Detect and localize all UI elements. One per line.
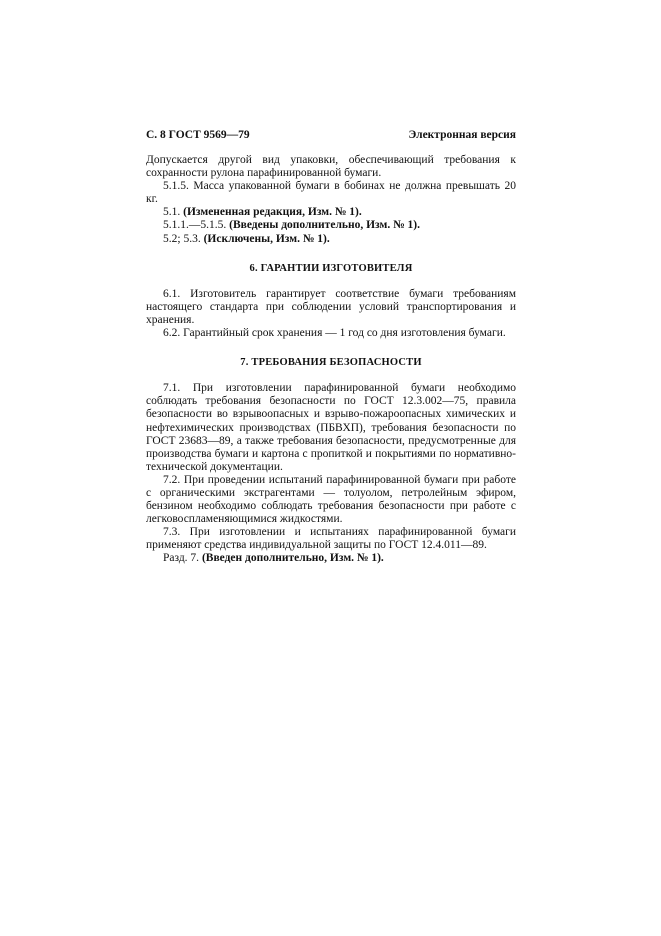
paragraph-5-1-5: 5.1.5. Масса упакованной бумаги в бобинах не должна превышать 20 кг. <box>146 180 516 206</box>
paragraph-5-1-note <box>146 206 516 219</box>
clause-number: 5.1.1.—5.1.5. <box>163 219 227 232</box>
paragraph-6-1: 6.1. Изготовитель гарантирует соответствие бумаги требованиям настоящего стандарта при соблюдении условий транспортирования и хранения. <box>146 287 516 326</box>
paragraph-5-1-1-note <box>146 219 516 232</box>
paragraph-6-2: 6.2. Гарантийный срок хранения — 1 год со дня изготовления бумаги. <box>163 327 506 340</box>
header-standard-ref: С. 8 ГОСТ 9569—79 <box>146 129 250 141</box>
section-6-heading: 6. ГАРАНТИИ ИЗГОТОВИТЕЛЯ <box>249 262 413 274</box>
amendment-note: (Введен дополнительно, Изм. № 1). <box>201 552 384 565</box>
clause-number: 5.2; 5.3. <box>163 232 201 245</box>
clause-number: Разд. 7. <box>163 552 200 565</box>
page-header <box>146 129 516 141</box>
paragraph-7-3: 7.3. При изготовлении и испытаниях парафинированной бумаги применяют средства индивидуальной защиты по ГОСТ 12.4.011—89. <box>146 526 516 552</box>
paragraph-7-2: 7.2. При проведении испытаний парафинированной бумаги при работе с органическими экстрагентами — толуолом, петролейным эфиром, бензином необходимо соблюдать требования безопасности при работе с легковоспламеняющимися жидкостями. <box>146 473 516 526</box>
paragraph-section-7-note <box>146 552 516 565</box>
amendment-note: (Исключены, Изм. № 1). <box>203 232 330 245</box>
clause-number: 5.1. <box>163 206 181 219</box>
header-version-label: Электронная версия <box>408 129 516 141</box>
amendment-note: (Измененная редакция, Изм. № 1). <box>183 206 362 219</box>
paragraph-5-2-note <box>146 233 516 246</box>
amendment-note: (Введены дополнительно, Изм. № 1). <box>229 219 420 232</box>
document-body <box>146 154 516 566</box>
section-7-heading: 7. ТРЕБОВАНИЯ БЕЗОПАСНОСТИ <box>240 357 422 369</box>
paragraph-packaging: Допускается другой вид упаковки, обеспечивающий требования к сохранности рулона парафинированной бумаги. <box>146 154 516 180</box>
paragraph-7-1: 7.1. При изготовлении парафинированной бумаги необходимо соблюдать требования безопасности по ГОСТ 12.3.002—75, правила безопасности во взрывоопасных и взрыво-пожароопасных химических и нефтехимических производствах (ПБВХП), требования безопасности по ГОСТ 23683—89, а также требования безопасности, предусмотренные для производства бумаги и картона с пропиткой и покрытиями по нормативно-технической документации. <box>146 382 516 473</box>
